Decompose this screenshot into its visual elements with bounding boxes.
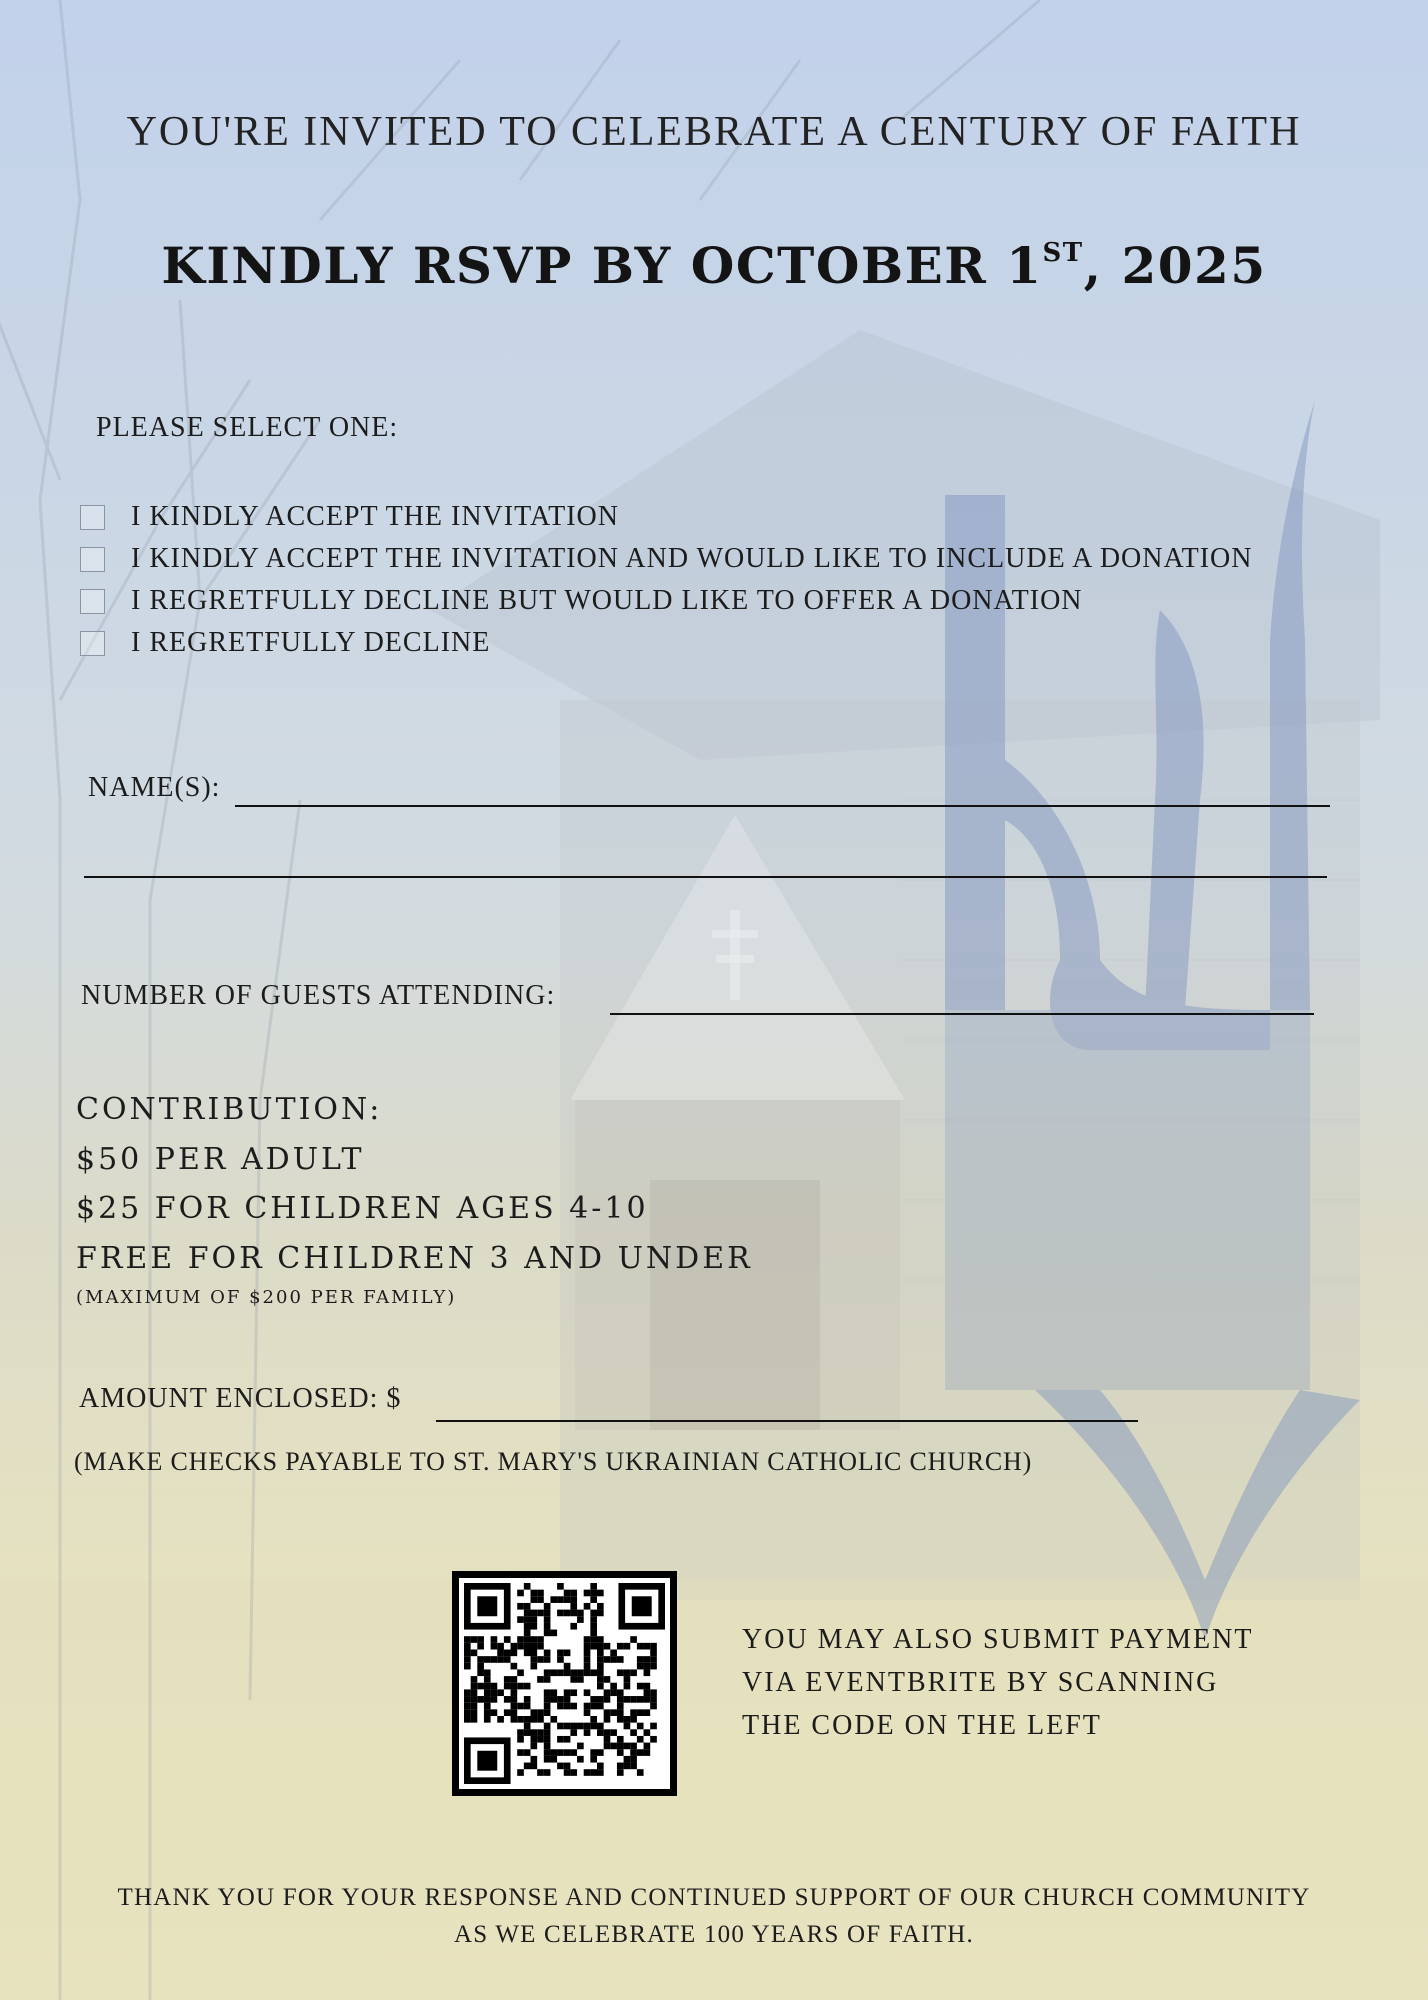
contribution-block — [76, 1085, 753, 1313]
qr-code-icon[interactable] — [452, 1571, 677, 1796]
names-line-2[interactable] — [84, 876, 1327, 878]
names-line-1[interactable] — [235, 805, 1330, 807]
thank-you-line-2: AS WE CELEBRATE 100 YEARS OF FAITH. — [453, 1921, 975, 1948]
checks-note: (MAKE CHECKS PAYABLE TO ST. MARY'S UKRAINIAN CATHOLIC CHURCH) — [74, 1447, 1033, 1476]
guests-label: NUMBER OF GUESTS ATTENDING: — [81, 980, 556, 1011]
thank-you-line-1: THANK YOU FOR YOUR RESPONSE AND CONTINUED SUPPORT OF OUR CHURCH COMMUNITY — [117, 1884, 1311, 1911]
select-prompt: PLEASE SELECT ONE: — [96, 412, 399, 443]
eventbrite-line-1: YOU MAY ALSO SUBMIT PAYMENT — [742, 1624, 1254, 1655]
option-label: I REGRETFULLY DECLINE — [131, 627, 491, 658]
option-decline[interactable] — [80, 622, 1252, 664]
invitation-heading: YOU'RE INVITED TO CELEBRATE A CENTURY OF FAITH — [126, 109, 1302, 155]
option-label: I REGRETFULLY DECLINE BUT WOULD LIKE TO OFFER A DONATION — [131, 585, 1083, 616]
contribution-max-note: (MAXIMUM OF $200 PER FAMILY) — [76, 1287, 457, 1308]
eventbrite-line-3: THE CODE ON THE LEFT — [742, 1710, 1102, 1741]
thank-you-note — [0, 1879, 1428, 1953]
names-label: NAME(S): — [88, 772, 221, 803]
checkbox-icon[interactable] — [80, 589, 105, 614]
checkbox-icon[interactable] — [80, 631, 105, 656]
rsvp-ordinal: ST — [1042, 238, 1084, 268]
option-label: I KINDLY ACCEPT THE INVITATION — [131, 501, 619, 532]
rsvp-options — [80, 496, 1252, 664]
contribution-heading: CONTRIBUTION: — [76, 1092, 383, 1127]
rsvp-year: , 2025 — [1083, 236, 1267, 295]
rsvp-deadline — [0, 236, 1428, 295]
eventbrite-line-2: VIA EVENTBRITE BY SCANNING — [742, 1667, 1219, 1698]
checkbox-icon[interactable] — [80, 505, 105, 530]
guests-line[interactable] — [610, 1013, 1314, 1015]
amount-line[interactable] — [436, 1420, 1138, 1422]
contribution-adult: $50 PER ADULT — [76, 1141, 365, 1177]
contribution-children: $25 FOR CHILDREN AGES 4-10 — [76, 1191, 649, 1226]
option-decline-donate[interactable] — [80, 580, 1252, 622]
rsvp-deadline-text: KINDLY RSVP BY OCTOBER 1 — [161, 236, 1043, 295]
checkbox-icon[interactable] — [80, 547, 105, 572]
option-accept-donate[interactable] — [80, 538, 1252, 580]
amount-label: AMOUNT ENCLOSED: $ — [79, 1383, 402, 1414]
option-accept[interactable] — [80, 496, 1252, 538]
contribution-free: FREE FOR CHILDREN 3 AND UNDER — [76, 1240, 753, 1276]
option-label: I KINDLY ACCEPT THE INVITATION AND WOULD LIKE TO INCLUDE A DONATION — [131, 543, 1253, 574]
eventbrite-note — [742, 1618, 1268, 1747]
